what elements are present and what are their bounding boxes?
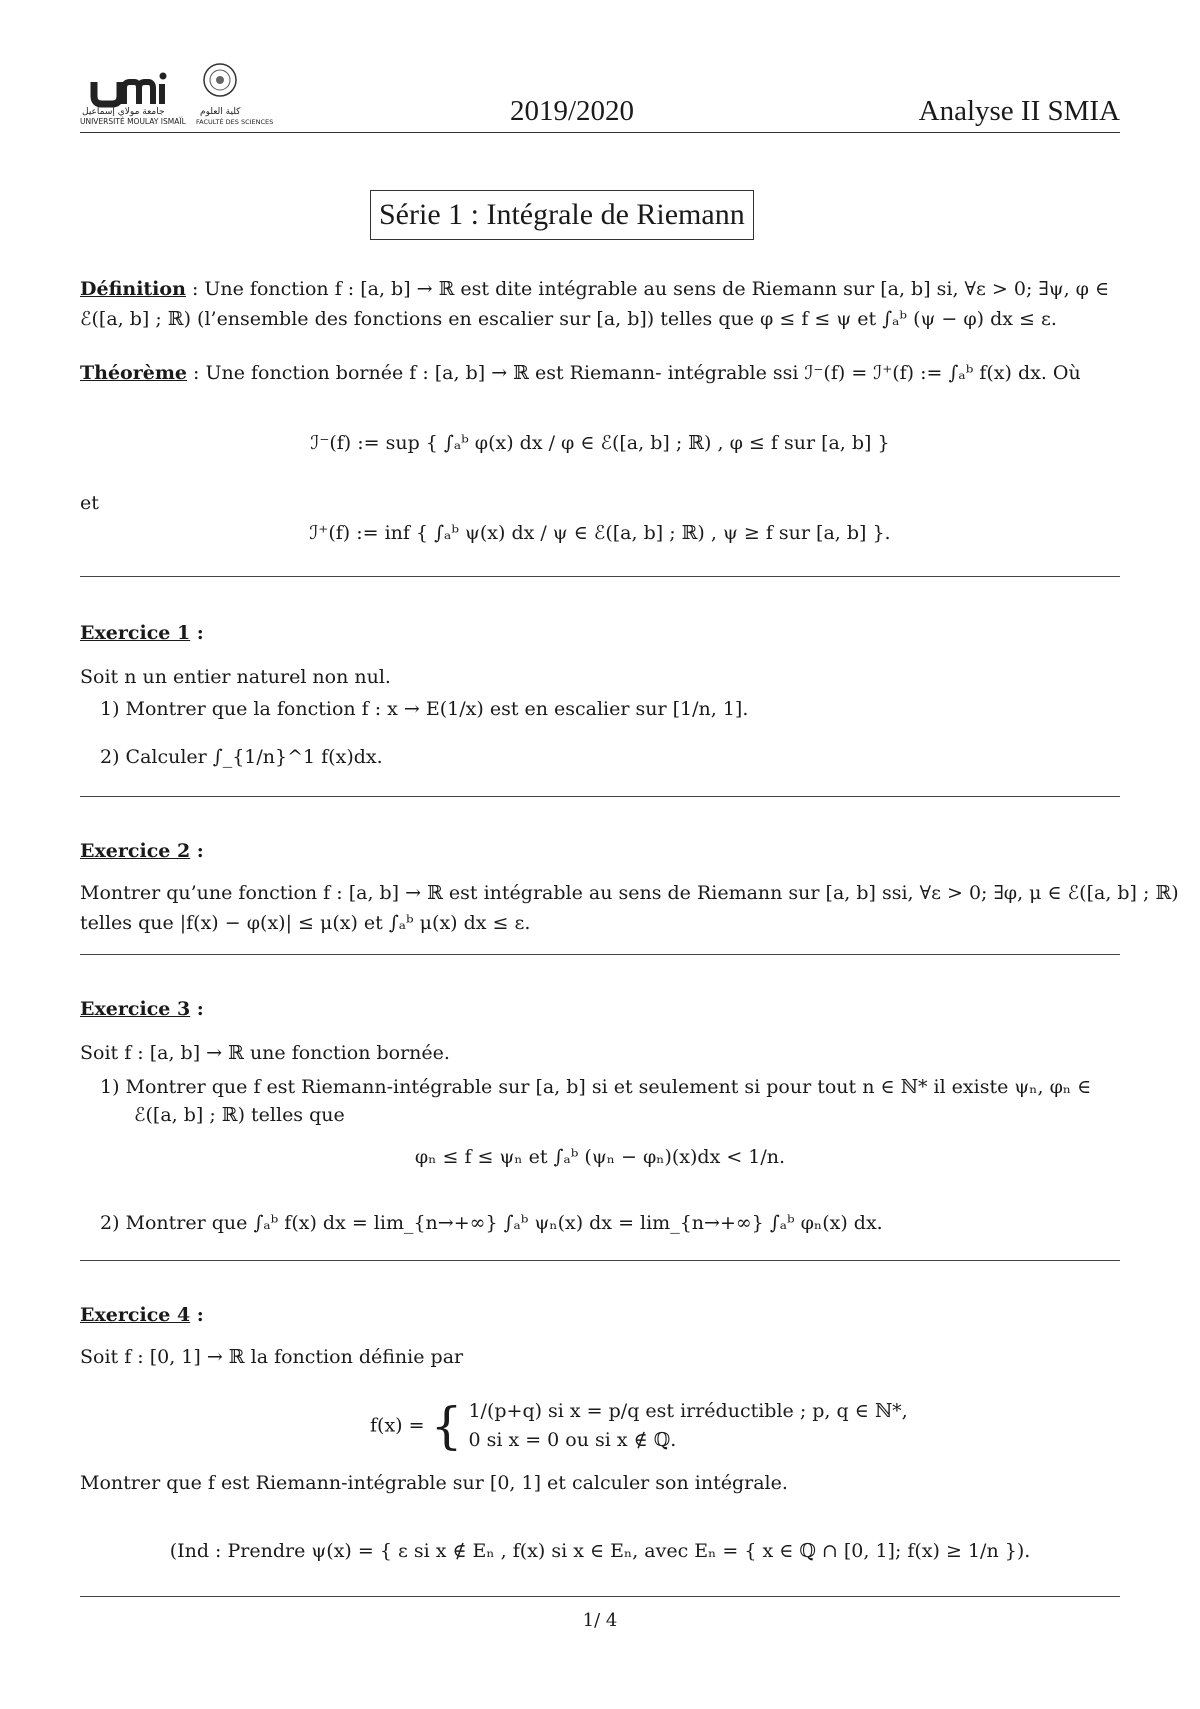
course-name: Analyse II SMIA [918,95,1120,127]
exercise-3-intro: Soit f : [a, b] → ℝ une fonction bornée. [80,1042,450,1064]
definition-text-2: ℰ([a, b] ; ℝ) (l’ensemble des fonctions en escalier sur [a, b]) telles que φ ≤ f ≤ ψ et ∫ₐᵇ (ψ − φ) dx ≤ ε. [80,308,1057,330]
exercise-2-heading: Exercice 2 : [80,840,204,862]
exercise-1-heading: Exercice 1 : [80,622,204,644]
case-2: 0 si x = 0 ou si x ∉ ℚ. [468,1429,677,1452]
lower-integral-formula: ℐ⁻(f) := sup { ∫ₐᵇ φ(x) dx / φ ∈ ℰ([a, b] ; ℝ) , φ ≤ f sur [a, b] } [310,432,890,454]
academic-year: 2019/2020 [510,95,635,127]
case-1: 1/(p+q) si x = p/q est irréductible ; p, q ∈ ℕ*, [468,1399,908,1422]
piecewise-definition: f(x) = { 1/(p+q) si x = p/q est irréductible ; p, q ∈ ℕ*, 0 si x = 0 ou si x ∉ ℚ. [370,1397,908,1455]
definition-label: Définition [80,278,186,300]
divider [80,576,1120,577]
exercise-4-task: Montrer que f est Riemann-intégrable sur [0, 1] et calculer son intégrale. [80,1472,788,1494]
definition-line-1 [80,276,1120,304]
exercise-1-question-1: 1) Montrer que la fonction f : x → E(1/x) est en escalier sur [1/n, 1]. [100,698,749,720]
exercise-1-title: Exercice 1 [80,622,191,644]
et-word: et [80,492,99,514]
exercise-3-question-2: 2) Montrer que ∫ₐᵇ f(x) dx = lim_{n→+∞} ∫ₐᵇ ψₙ(x) dx = lim_{n→+∞} ∫ₐᵇ φₙ(x) dx. [100,1212,883,1234]
university-logo [80,60,280,126]
header [80,60,1120,133]
divider [80,796,1120,797]
theorem-text: : Une fonction bornée f : [a, b] → ℝ est Riemann- intégrable ssi ℐ⁻(f) = ℐ⁺(f) := ∫ₐᵇ f(x) dx. Où [187,362,1081,384]
divider [80,1596,1120,1597]
exercise-2-title: Exercice 2 [80,840,191,862]
svg-text:كلية العلوم: كلية العلوم [200,107,241,117]
upper-integral-formula: ℐ⁺(f) := inf { ∫ₐᵇ ψ(x) dx / ψ ∈ ℰ([a, b] ; ℝ) , ψ ≥ f sur [a, b] }. [309,522,891,544]
svg-text:جامعة مولاي إسماعيل: جامعة مولاي إسماعيل [82,107,165,117]
page [80,0,1179,1709]
exercise-2-line-1: Montrer qu’une fonction f : [a, b] → ℝ est intégrable au sens de Riemann sur [a, b] ssi, ∀ε > 0; ∃φ, μ ∈ ℰ([a, b] ; ℝ) [80,882,1179,904]
divider [80,1260,1120,1261]
definition-text-1: : Une fonction f : [a, b] → ℝ est dite intégrable au sens de Riemann sur [a, b] si, ∀ε > 0; ∃ψ, φ ∈ [185,278,1110,300]
series-title: Série 1 : Intégrale de Riemann [370,190,754,240]
exercise-2-line-2: telles que |f(x) − φ(x)| ≤ μ(x) et ∫ₐᵇ μ(x) dx ≤ ε. [80,912,531,934]
exercise-3-question-1a: 1) Montrer que f est Riemann-intégrable sur [a, b] si et seulement si pour tout n ∈ ℕ* il existe ψₙ, φₙ ∈ [100,1076,1092,1098]
divider [80,954,1120,955]
piecewise-cases [468,1397,907,1456]
exercise-4-heading: Exercice 4 : [80,1304,204,1326]
exercise-1-intro: Soit n un entier naturel non nul. [80,666,391,688]
exercise-3-question-1b: ℰ([a, b] ; ℝ) telles que [134,1104,345,1126]
exercise-4-hint: (Ind : Prendre ψ(x) = { ε si x ∉ Eₙ , f(x) si x ∈ Eₙ, avec Eₙ = { x ∈ ℚ ∩ [0, 1]; f(x) ≥ 1/n }). [169,1540,1031,1562]
svg-text:UNIVERSITÉ MOULAY ISMAÏL: UNIVERSITÉ MOULAY ISMAÏL [80,117,186,126]
exercise-3-title: Exercice 3 [80,998,191,1020]
svg-text:FACULTÉ DES SCIENCES: FACULTÉ DES SCIENCES [196,118,274,126]
exercise-3-display-formula: φₙ ≤ f ≤ ψₙ et ∫ₐᵇ (ψₙ − φₙ)(x)dx < 1/n. [414,1146,786,1168]
exercise-3-heading: Exercice 3 : [80,998,204,1020]
exercise-4-title: Exercice 4 [80,1304,191,1326]
exercise-1-question-2: 2) Calculer ∫_{1/n}^1 f(x)dx. [100,746,383,768]
theorem-label: Théorème [80,362,188,384]
exercise-4-intro: Soit f : [0, 1] → ℝ la fonction définie par [80,1346,464,1368]
theorem-line [80,360,1120,388]
page-number: 1/ 4 [582,1610,618,1631]
left-brace: { [430,1397,463,1455]
